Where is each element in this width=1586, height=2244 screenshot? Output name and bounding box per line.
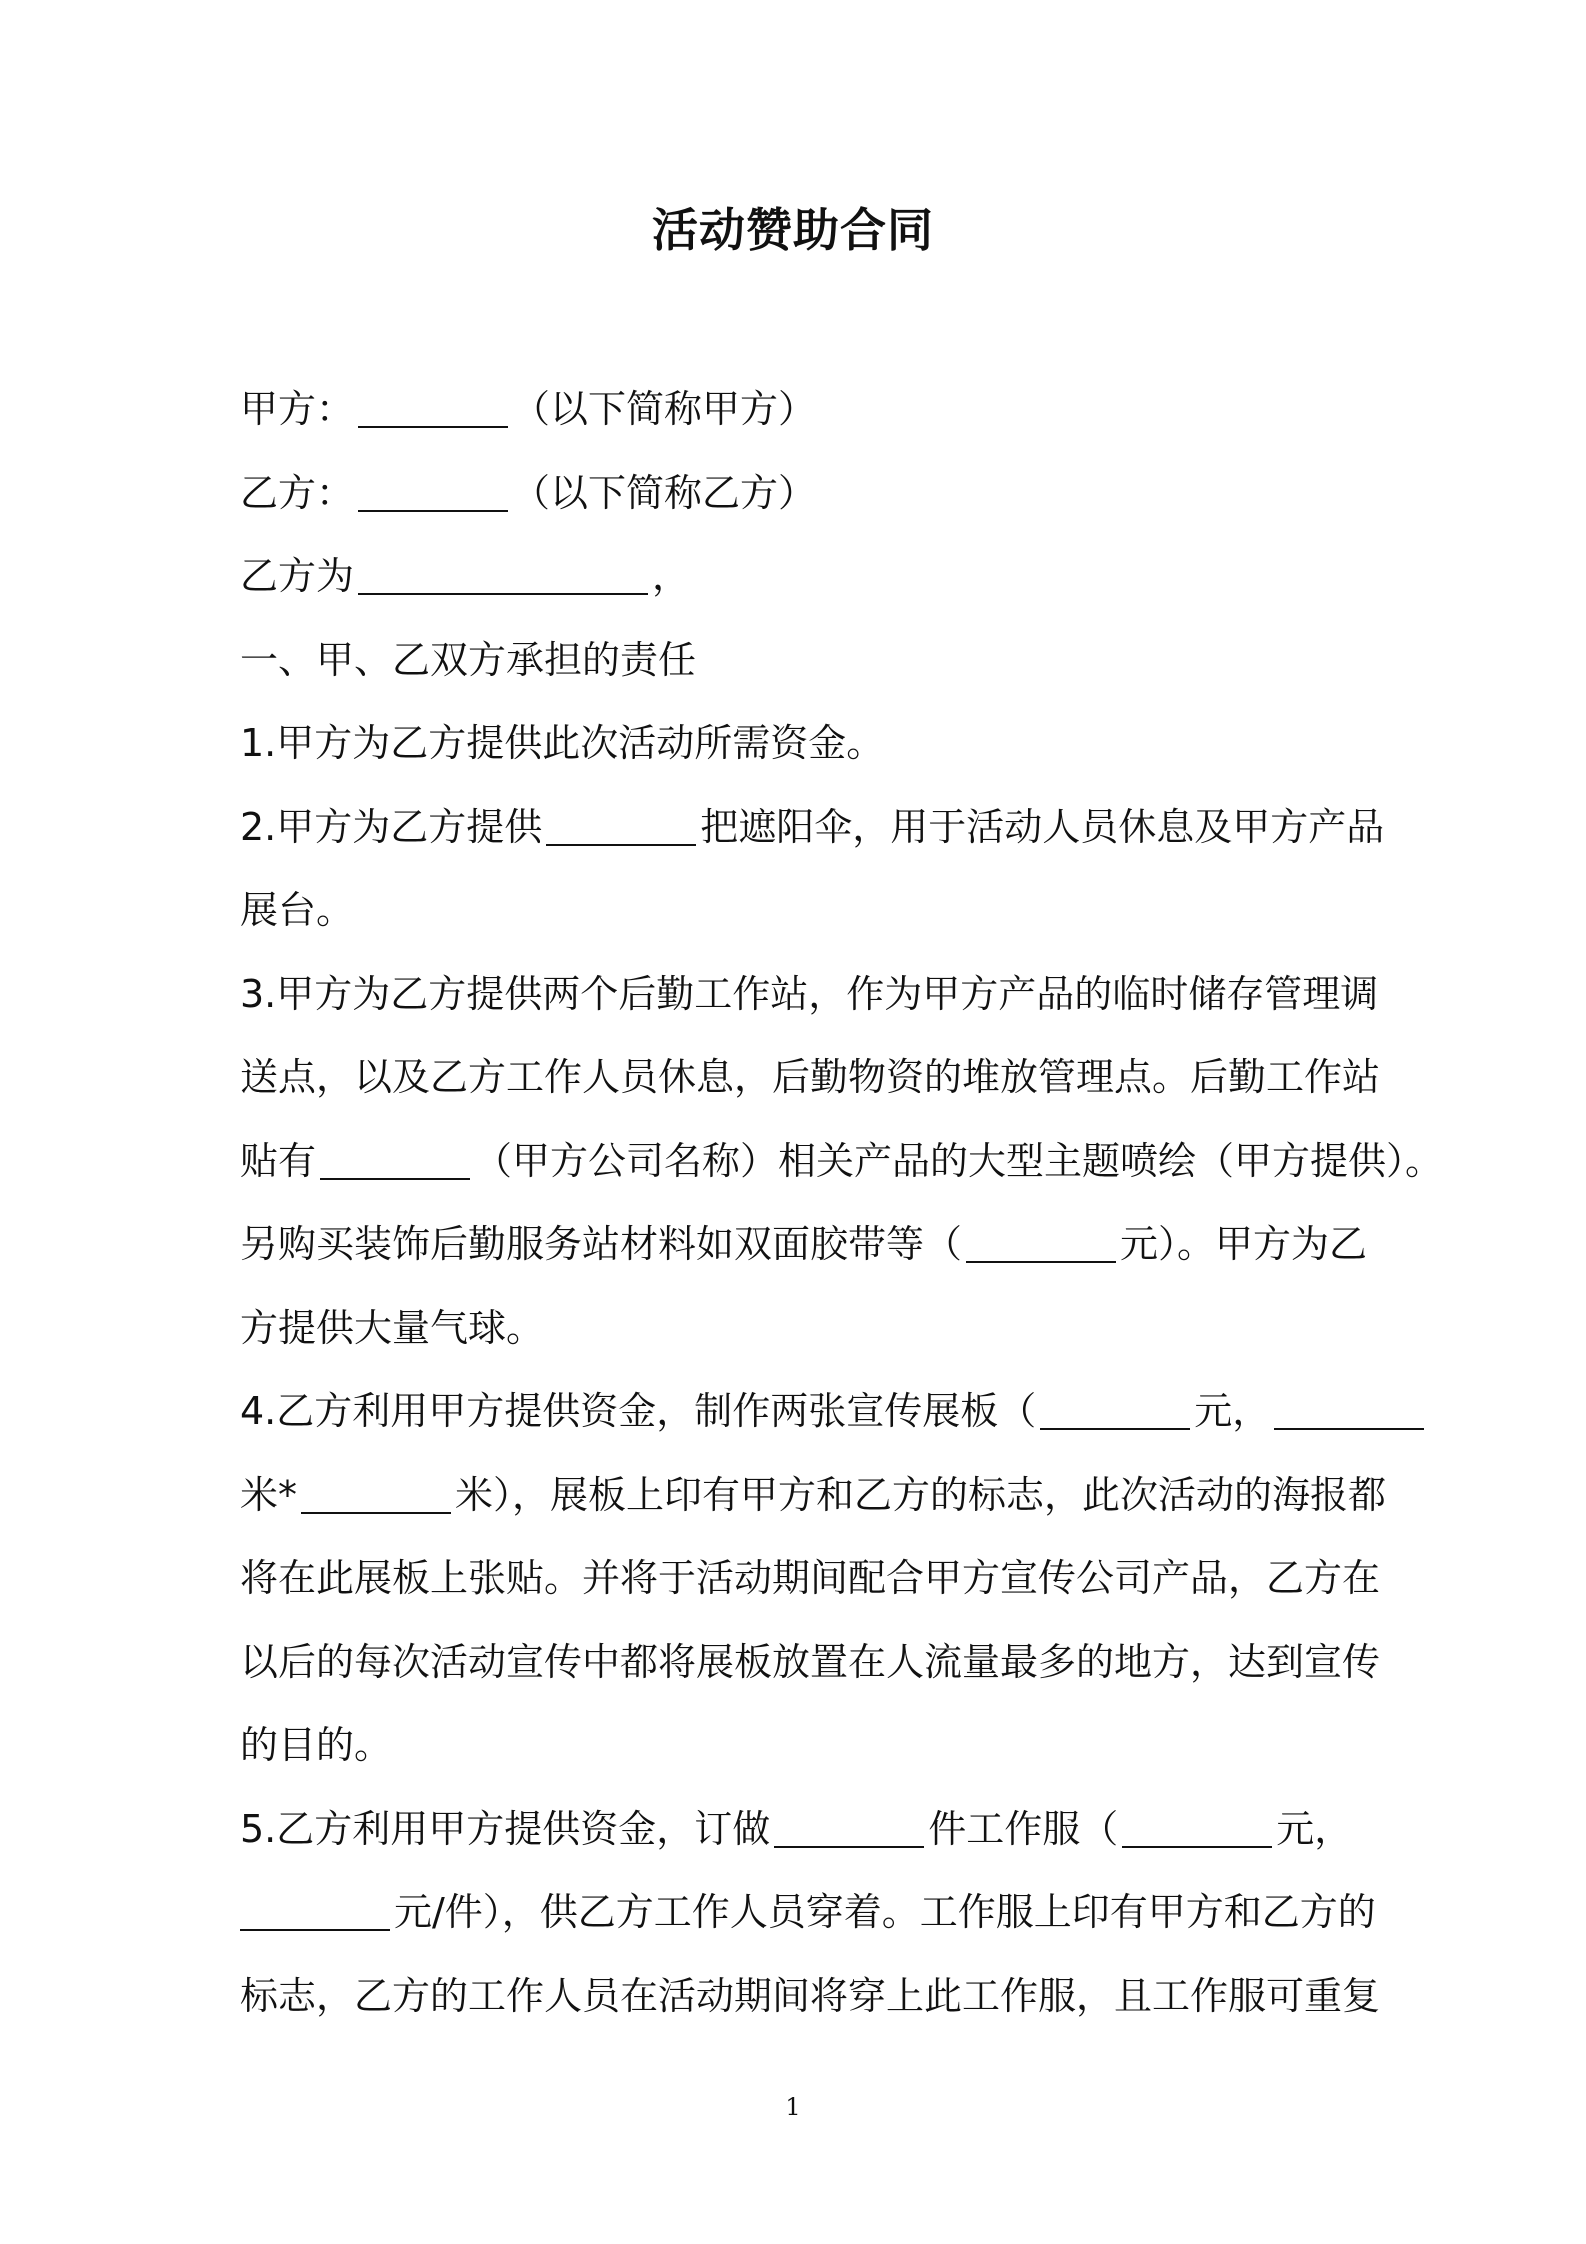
clause-blank — [240, 1889, 390, 1931]
clause-text: 展台。 — [240, 888, 355, 932]
clause-blank — [774, 1806, 924, 1848]
clause-5-line-cont — [240, 1871, 1376, 1955]
clause-text: 米* — [240, 1472, 298, 1517]
party-a-line — [240, 368, 1350, 452]
clause-2-line — [240, 786, 1385, 870]
clause-text: 将在此展板上张贴。并将于活动期间配合甲方宣传公司产品，乙方在 — [240, 1556, 1381, 1600]
clause-3-line-cont — [240, 1203, 1368, 1287]
clause-3-line-cont — [240, 1120, 1444, 1204]
clause-text: 4.乙方利用甲方提供资金，制作两张宣传展板（ — [240, 1389, 1037, 1433]
clause-3-line-cont — [240, 1287, 1350, 1371]
party-a-label: 甲方： — [240, 387, 355, 431]
clause-blank — [1040, 1388, 1190, 1430]
clause-blank — [546, 804, 696, 846]
clause-text: 5.乙方利用甲方提供资金，订做 — [240, 1806, 771, 1851]
clause-2-line-cont — [240, 869, 1350, 953]
clause-blank — [301, 1472, 451, 1514]
clause-4-line-cont — [240, 1621, 1381, 1705]
party-b-label: 乙方： — [240, 470, 355, 515]
clause-text: 送点，以及乙方工作人员休息，后勤物资的堆放管理点。后勤工作站 — [240, 1055, 1381, 1099]
section-heading — [240, 619, 1350, 703]
clause-5-line — [240, 1788, 1353, 1872]
party-b-desc-label: 乙方为 — [240, 554, 355, 598]
party-a-note: （以下简称甲方） — [512, 387, 817, 431]
clause-text: 贴有 — [240, 1138, 317, 1183]
clause-text: 元）。甲方为乙 — [1120, 1222, 1368, 1266]
party-b-desc-line — [240, 535, 1350, 619]
clause-4-line — [240, 1370, 1350, 1454]
clause-blank — [320, 1138, 470, 1180]
document-title: 活动赞助合同 — [652, 203, 934, 257]
clause-4-line-cont — [240, 1454, 1387, 1538]
clause-text: （甲方公司名称）相关产品的大型主题喷绘（甲方提供）。 — [474, 1138, 1444, 1183]
party-b-note: （以下简称乙方） — [512, 470, 817, 515]
clause-text: 把遮阳伞，用于活动人员休息及甲方产品 — [700, 804, 1385, 849]
clause-text: 以后的每次活动宣传中都将展板放置在人流量最多的地方，达到宣传 — [240, 1639, 1381, 1684]
party-b-desc-end: ， — [652, 554, 691, 598]
clause-text: 另购买装饰后勤服务站材料如双面胶带等（ — [240, 1222, 963, 1266]
clause-text: 元/件），供乙方工作人员穿着。工作服上印有甲方和乙方的 — [394, 1890, 1376, 1934]
document-body — [240, 368, 1444, 2038]
clause-text: 标志，乙方的工作人员在活动期间将穿上此工作服，且工作服可重复 — [240, 1973, 1381, 2018]
clause-5-line-cont — [240, 1955, 1381, 2039]
clause-blank — [1274, 1388, 1424, 1430]
clause-blank — [1122, 1806, 1272, 1848]
clause-text: 方提供大量气球。 — [240, 1305, 545, 1350]
party-b-line — [240, 452, 1350, 536]
clause-text: 2.甲方为乙方提供 — [240, 804, 543, 849]
clause-1-line — [240, 702, 1350, 786]
clause-text: 元， — [1276, 1806, 1353, 1851]
party-b-blank — [358, 470, 508, 512]
page-number: 1 — [785, 2093, 801, 2121]
clause-3-line — [240, 953, 1379, 1037]
clause-text: 1.甲方为乙方提供此次活动所需资金。 — [240, 721, 885, 765]
clause-text: 元， — [1194, 1389, 1271, 1433]
clause-text: 米），展板上印有甲方和乙方的标志，此次活动的海报都 — [455, 1472, 1387, 1517]
clause-4-line-cont — [240, 1537, 1381, 1621]
clause-text: 的目的。 — [240, 1723, 393, 1767]
section-heading-text: 一、甲、乙双方承担的责任 — [240, 637, 697, 682]
clause-text: 件工作服（ — [928, 1806, 1119, 1851]
party-a-blank — [358, 386, 508, 428]
clause-text: 3.甲方为乙方提供两个后勤工作站，作为甲方产品的临时储存管理调 — [240, 971, 1379, 1016]
clause-3-line-cont — [240, 1036, 1381, 1120]
party-b-desc-blank — [358, 553, 648, 595]
clause-blank — [966, 1221, 1116, 1263]
clause-4-line-cont — [240, 1704, 1350, 1788]
